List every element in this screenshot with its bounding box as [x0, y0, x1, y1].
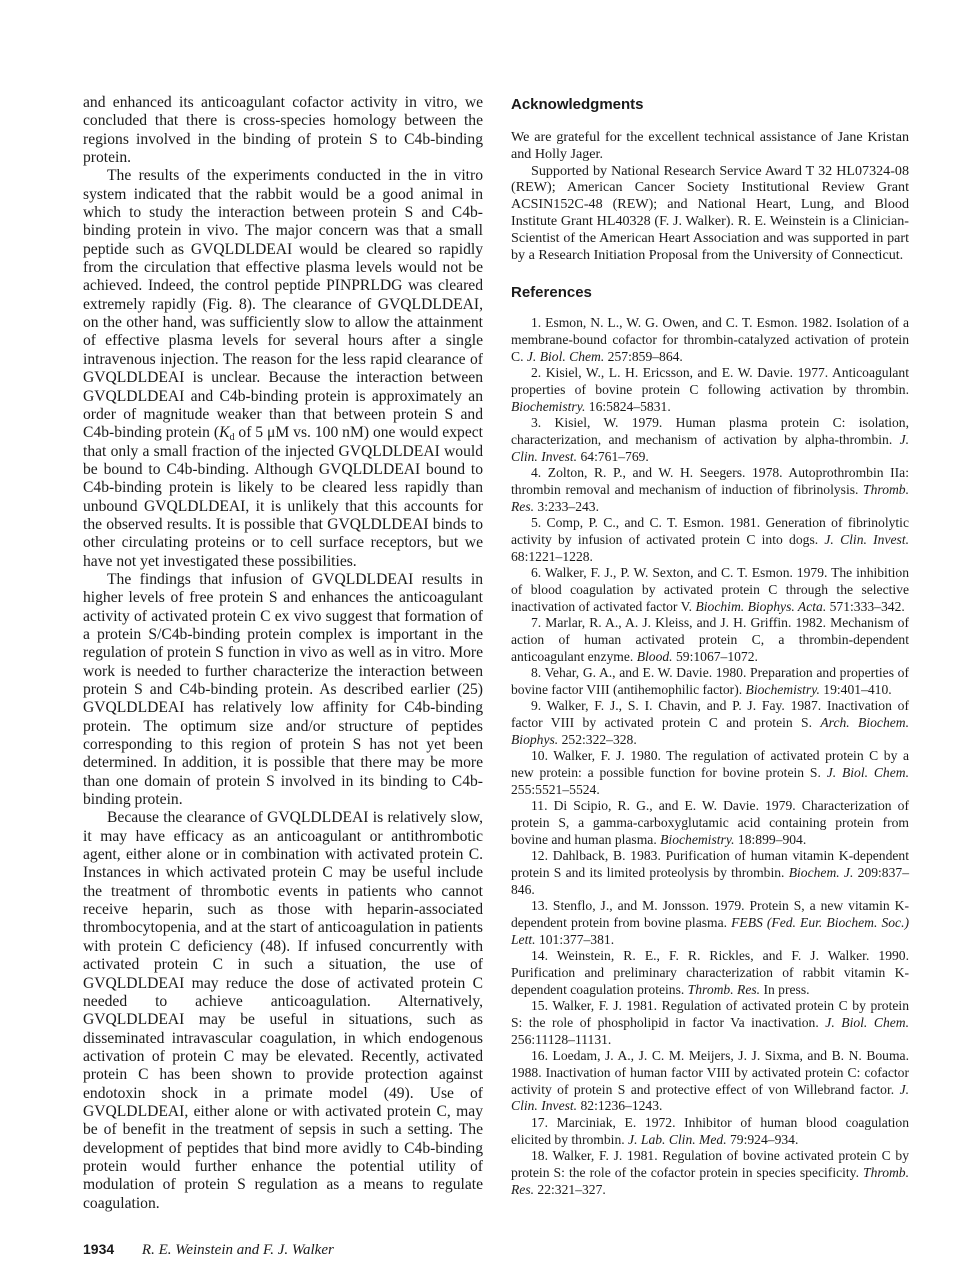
reference-journal: Biochim. Biophys. Acta.: [695, 598, 827, 614]
reference-text: 5. Comp, P. C., and C. T. Esmon. 1981. Generation of fibrinolytic activity by infusion of activated protein C into dogs.: [511, 515, 909, 547]
reference-citation: 19:401–410.: [819, 681, 892, 697]
reference-item: [511, 465, 909, 515]
reference-text: 17. Marciniak, E. 1972. Inhibitor of human blood coagulation elicited by thrombin.: [511, 1114, 909, 1147]
reference-item: [511, 998, 909, 1048]
reference-text: 10. Walker, F. J. 1980. The regulation of activated protein C by a new protein: a possible function for bovine protein S.: [511, 748, 909, 781]
reference-journal: Thromb. Res.: [511, 1164, 909, 1197]
reference-citation: 64:761–769.: [577, 448, 649, 464]
reference-item: [511, 1115, 909, 1148]
reference-citation: 256:11128–11131.: [511, 1031, 612, 1047]
reference-item: [511, 665, 909, 698]
reference-text: 4. Zolton, R. P., and W. H. Seegers. 1978. Autoprothrombin IIa: thrombin removal and mechanism of induction of fibrinolysis.: [511, 465, 909, 497]
body-paragraph: [83, 167, 483, 571]
acknowledgments-paragraph: Supported by National Research Service Award T 32 HL07324-08 (REW); American Cancer Society Institutional Review Grant ACSIN152C-48 (REW); and National Heart, Lung, and Blood Institute Grant HL40328 (F. J. Walker). R. E. Weinstein is a Clinician-Scientist of the American Heart Association and was supported in part by a Research Initiation Proposal from the University of Connecticut.: [511, 162, 909, 263]
reference-text: 3. Kisiel, W. 1979. Human plasma protein C: isolation, characterization, and mechanism of activation by alpha-thrombin.: [511, 415, 909, 447]
acknowledgments-heading: Acknowledgments: [511, 96, 644, 113]
reference-journal: Biochemistry.: [660, 831, 735, 847]
reference-citation: 252:322–328.: [558, 731, 637, 747]
reference-text: 16. Loedam, J. A., J. C. M. Meijers, J. J. Sixma, and B. N. Bouma. 1988. Inactivation of human factor VIII by activated protein C: cofactor activity of protein S and protective effect of von Willebrand factor.: [511, 1048, 909, 1097]
reference-text: 7. Marlar, R. A., A. J. Kleiss, and J. H. Griffin. 1982. Mechanism of action of human activated protein C, a thrombin-dependent anticoagulant enzyme.: [511, 615, 909, 664]
reference-text: 8. Vehar, G. A., and E. W. Davie. 1980. Preparation and properties of bovine factor VIII (antihemophilic factor).: [511, 665, 909, 697]
reference-journal: Blood.: [636, 648, 673, 664]
reference-item: [511, 415, 909, 465]
acknowledgments-section: [511, 129, 909, 263]
reference-item: [511, 748, 909, 798]
reference-journal: J. Lab. Clin. Med.: [628, 1131, 727, 1147]
reference-journal: Arch. Biochem. Biophys.: [511, 715, 909, 747]
reference-citation: 257:859–864.: [604, 348, 683, 364]
reference-journal: J. Clin. Invest.: [511, 1081, 909, 1114]
reference-item: [511, 948, 909, 998]
body-paragraph: The findings that infusion of GVQLDLDEAI results in higher levels of free protein S and enhances the anticoagulant activity of activated protein C ex vivo suggest that formation of a protein S/C4b-binding protein complex is important in the regulation of protein S function in vivo as well as in vitro. More work is needed to further characterize the interaction between protein S and C4b-binding protein. As described earlier (25) GVQLDLDEAI has relatively low affinity for C4b-binding protein. The optimum size and/or structure of peptides corresponding to this region of protein S has not yet been determined. In addition, it is possible that there may be more than one domain of protein S involved in its binding to C4b-binding protein.: [83, 570, 483, 809]
reference-citation: 255:5521–5524.: [511, 781, 600, 797]
kd-subscript: d: [229, 432, 235, 444]
reference-item: [511, 698, 909, 748]
references-list: [511, 315, 909, 1198]
reference-journal: J. Biol. Chem.: [825, 1014, 909, 1030]
text-segment: The results of the experiments conducted in the in vitro system indicated that the rabbit would be a good animal in which to study the interaction between protein S and C4b-binding protein in vivo. The major concern was that a small peptide such as GVQLDLDEAI would be cleared so rapidly from the circulation that effective plasma levels would not be achieved. Indeed, the control peptide PINPRLDG was cleared extremely rapidly (Fig. 8). The clearance of GVQLDLDEAI, on the other hand, was sufficiently slow to allow the attainment of effective plasma levels for several hours after a single intravenous injection. The reason for the less rapid clearance of GVQLDLDEAI is unclear. Because the interaction between GVQLDLDEAI and C4b-binding protein is approximately an order of magnitude weaker than that between protein S and C4b-binding protein (: [83, 167, 483, 442]
reference-text: 12. Dahlback, B. 1983. Purification of human vitamin K-dependent protein S and its limited proteolysis by thrombin.: [511, 848, 909, 881]
text-segment: of 5 μM vs. 100 nM) one would expect that only a small fraction of the injected GVQLDLDEAI would be bound to C4b-binding. Although GVQLDLDEAI bound to C4b-binding protein is likely to be cleared less rapidly than unbound GVQLDLDEAI, it is unlikely that this accounts for the observed results. It is possible that GVQLDLDEAI binds to other circulating proteins or to cell surface receptors, but we have not yet investigated these possibilities.: [83, 424, 483, 570]
reference-text: 1. Esmon, N. L., W. G. Owen, and C. T. Esmon. 1982. Isolation of a membrane-bound cofactor for thrombin-catalyzed activation of protein C.: [511, 315, 909, 364]
reference-item: [511, 315, 909, 365]
reference-citation: 209:837–846.: [511, 865, 909, 897]
reference-text: 6. Walker, F. J., P. W. Sexton, and C. T. Esmon. 1979. The inhibition of blood coagulation by activated protein C through the selective inactivation of activated factor V.: [511, 565, 909, 614]
reference-citation: In press.: [760, 981, 810, 997]
body-paragraph: and enhanced its anticoagulant cofactor activity in vitro, we concluded that there is cross-species homology between the regions involved in the binding of protein S to C4b-binding protein.: [83, 94, 483, 167]
reference-journal: FEBS (Fed. Eur. Biochem. Soc.) Lett.: [511, 915, 909, 947]
reference-item: [511, 798, 909, 848]
reference-item: [511, 1148, 909, 1198]
reference-journal: Thromb. Res.: [687, 981, 761, 997]
reference-citation: 79:924–934.: [726, 1131, 799, 1147]
reference-text: 15. Walker, F. J. 1981. Regulation of activated protein C by protein S: the role of phospholipid in factor Va inactivation.: [511, 998, 909, 1030]
right-column: [511, 96, 909, 1198]
acknowledgments-paragraph: We are grateful for the excellent technical assistance of Jane Kristan and Holly Jager.: [511, 129, 909, 162]
reference-journal: J. Biol. Chem.: [526, 348, 605, 364]
reference-item: [511, 898, 909, 948]
references-heading: References: [511, 284, 592, 302]
reference-journal: Thromb. Res.: [511, 481, 909, 514]
reference-citation: 68:1221–1228.: [511, 548, 593, 564]
reference-journal: J. Clin. Invest.: [824, 531, 910, 547]
reference-item: [511, 848, 909, 898]
reference-text: 2. Kisiel, W., L. H. Ericsson, and E. W. Davie. 1977. Anticoagulant properties of bovine protein C following activation by thrombin.: [511, 365, 909, 397]
reference-citation: 22:321–327.: [534, 1181, 606, 1197]
reference-citation: 82:1236–1243.: [577, 1098, 663, 1114]
page-number: 1934: [83, 1241, 115, 1257]
reference-item: [511, 1048, 909, 1115]
reference-text: 18. Walker, F. J. 1981. Regulation of bovine activated protein C by protein S: the role of the cofactor protein in species specificity.: [511, 1148, 909, 1180]
body-text-column: [83, 94, 483, 1213]
reference-text: 9. Walker, F. J., S. I. Chavin, and P. J. Fay. 1987. Inactivation of factor VIII by activated protein C and protein S.: [511, 698, 909, 731]
reference-citation: 571:333–342.: [826, 598, 905, 614]
kd-symbol: K: [219, 424, 230, 442]
reference-journal: Biochemistry.: [511, 398, 586, 414]
body-paragraph: Because the clearance of GVQLDLDEAI is relatively slow, it may have efficacy as an anticoagulant or antithrombotic agent, either alone or in combination with activated protein C. Instances in which activated protein C may be useful include the treatment of thrombotic events in patients who cannot receive heparin, such as those with heparin-associated thrombocytopenia, and at the start of anticoagulation in patients with protein C deficiency (48). If infused concurrently with activated protein C in such a situation, the use of GVQLDLDEAI may reduce the dose of activated protein C needed to achieve anticoagulation. Alternatively, GVQLDLDEAI may be useful in situations, such as disseminated intravascular coagulation, in which endogenous activation of protein C may be elevated. Recently, activated protein C has been shown to provide protection against endotoxin shock in a primate model (49). Use of GVQLDLDEAI, either alone or with activated protein C, may be of benefit in the treatment of sepsis in such a setting. The development of peptides that bind more avidly to C4b-binding protein would further enhance the potential utility of modulation of protein S regulation as a means to regulate coagulation.: [83, 809, 483, 1212]
reference-journal: J. Biol. Chem.: [826, 765, 909, 781]
reference-journal: Biochemistry.: [745, 681, 820, 697]
reference-item: [511, 515, 909, 565]
reference-journal: Biochem. J.: [788, 865, 854, 881]
reference-citation: 18:899–904.: [734, 831, 807, 847]
reference-citation: 3:233–243.: [534, 498, 599, 514]
reference-citation: 59:1067–1072.: [672, 648, 758, 664]
reference-journal: J. Clin. Invest.: [511, 431, 909, 464]
reference-text: 14. Weinstein, R. E., F. R. Rickles, and F. J. Walker. 1990. Purification and preliminary characterization of rabbit vitamin K-dependent coagulation proteins.: [511, 948, 909, 997]
page-footer: [83, 1241, 334, 1259]
reference-citation: 16:5824–5831.: [585, 398, 671, 414]
running-authors: R. E. Weinstein and F. J. Walker: [141, 1242, 334, 1258]
reference-citation: 101:377–381.: [535, 931, 615, 947]
reference-text: 11. Di Scipio, R. G., and E. W. Davie. 1979. Characterization of protein S, a gamma-carboxyglutamic acid containing protein from bovine and human plasma.: [511, 798, 909, 847]
reference-item: [511, 565, 909, 615]
reference-item: [511, 365, 909, 415]
reference-text: 13. Stenflo, J., and M. Jonsson. 1979. Protein S, a new vitamin K-dependent protein from bovine plasma.: [511, 898, 909, 930]
reference-item: [511, 615, 909, 665]
